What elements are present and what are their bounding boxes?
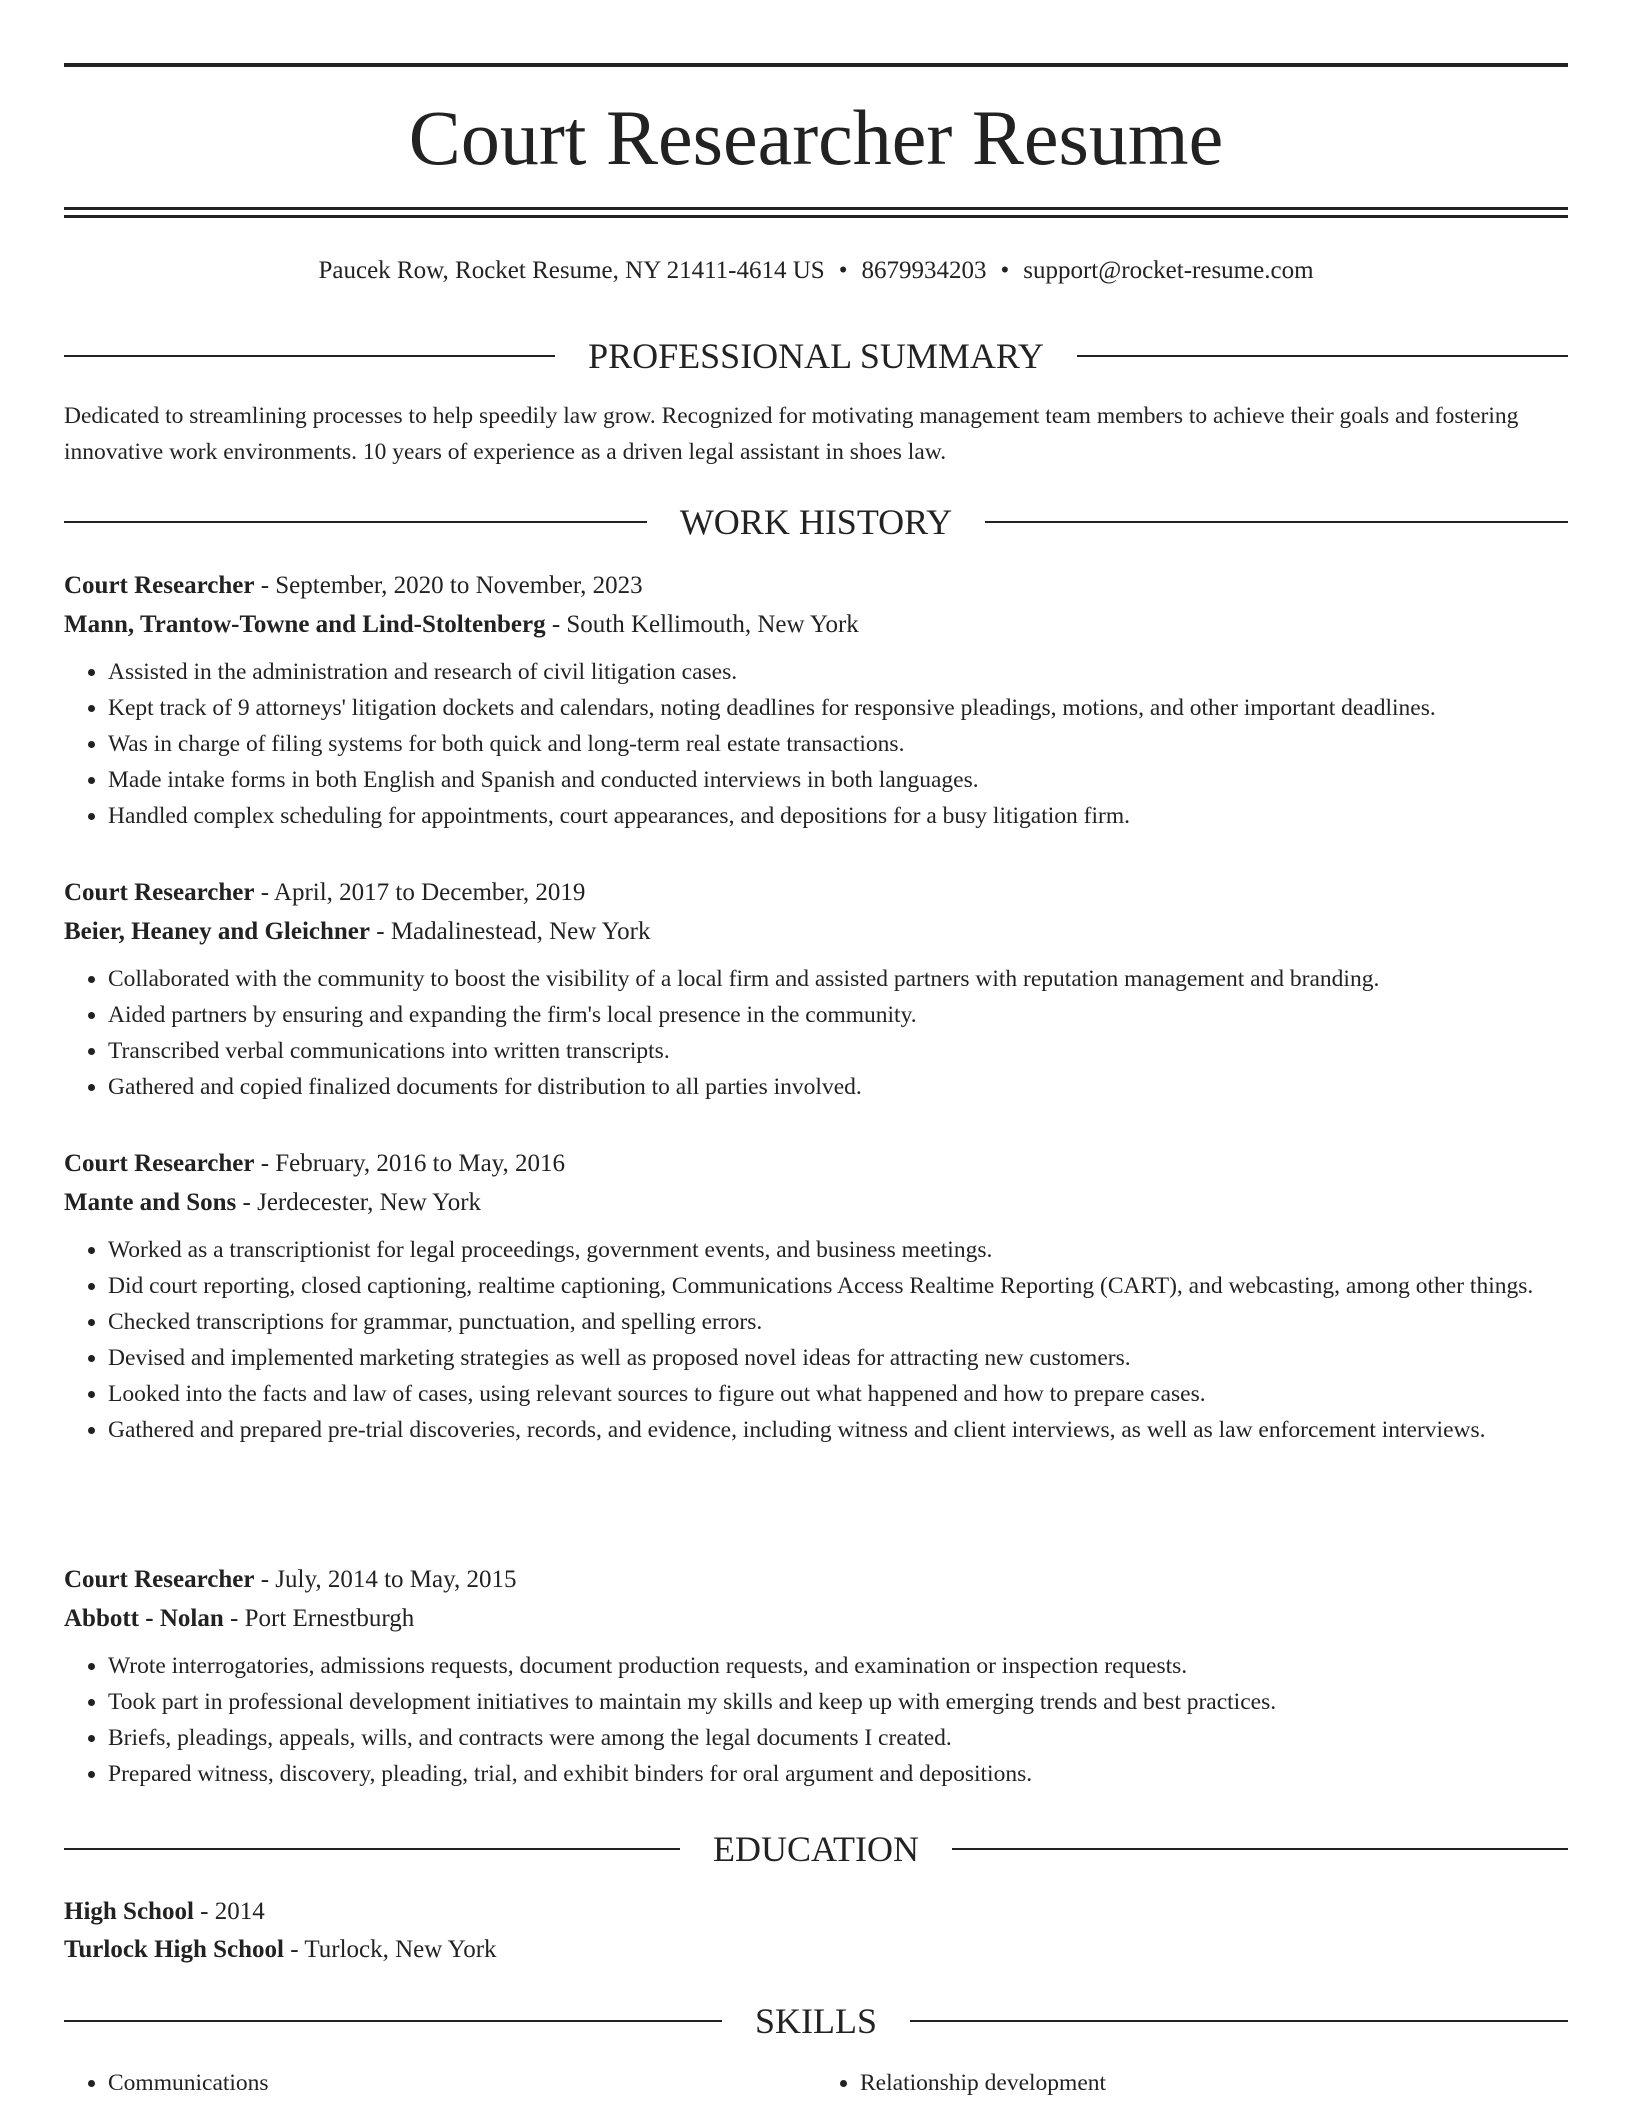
job-bullet: • Wrote interrogatories, admissions requests, document production requests, and examination or inspection requests. bbox=[108, 1648, 1568, 1684]
contact-separator: • bbox=[838, 257, 848, 284]
job-bullets bbox=[64, 1648, 1568, 1792]
section-rule bbox=[64, 521, 647, 523]
job-title: Court Researcher bbox=[64, 572, 255, 599]
education-year: - 2014 bbox=[193, 1898, 265, 1925]
section-rule bbox=[952, 1848, 1568, 1850]
section-rule bbox=[64, 2020, 722, 2022]
job-title: Court Researcher bbox=[64, 879, 255, 906]
section-title: EDUCATION bbox=[713, 1829, 919, 1869]
section-rule bbox=[64, 1848, 680, 1850]
job-company: Mante and Sons bbox=[64, 1189, 237, 1216]
section-rule bbox=[64, 355, 555, 357]
job-entry bbox=[64, 566, 1568, 834]
job-bullet: • Assisted in the administration and research of civil litigation cases. bbox=[108, 654, 1568, 690]
job-entry bbox=[64, 873, 1568, 1105]
section-title: PROFESSIONAL SUMMARY bbox=[588, 336, 1044, 376]
section-rule bbox=[1077, 355, 1568, 357]
job-bullet: • Devised and implemented marketing strategies as well as proposed novel ideas for attracting new customers. bbox=[108, 1340, 1568, 1376]
job-title: Court Researcher bbox=[64, 1566, 255, 1593]
job-company: Mann, Trantow-Towne and Lind-Stoltenberg bbox=[64, 611, 546, 638]
contact-email: support@rocket-resume.com bbox=[1023, 257, 1314, 284]
section-title: WORK HISTORY bbox=[679, 502, 953, 542]
summary-text: Dedicated to streamlining processes to help speedily law grow. Recognized for motivating management team members to achieve their goals and fostering innovative work environments. 10 years of experience as a driven legal assistant in shoes law. bbox=[64, 403, 1519, 465]
contact-address: Paucek Row, Rocket Resume, NY 21411-4614 US bbox=[318, 257, 825, 284]
job-bullet: • Aided partners by ensuring and expanding the firm's local presence in the community. bbox=[108, 997, 1568, 1033]
job-dates: - July, 2014 to May, 2015 bbox=[254, 1566, 517, 1593]
job-entry bbox=[64, 1560, 1568, 1792]
job-bullet: • Kept track of 9 attorneys' litigation dockets and calendars, noting deadlines for responsive pleadings, motions, and other important deadlines. bbox=[108, 690, 1568, 726]
job-dates: - February, 2016 to May, 2016 bbox=[254, 1150, 566, 1177]
skills-column-right bbox=[816, 2064, 1568, 2102]
section-rule bbox=[985, 521, 1568, 523]
job-bullet: • Prepared witness, discovery, pleading, trial, and exhibit binders for oral argument and depositions. bbox=[108, 1756, 1568, 1792]
job-bullet: • Took part in professional development initiatives to maintain my skills and keep up with emerging trends and best practices. bbox=[108, 1684, 1568, 1720]
job-title: Court Researcher bbox=[64, 1150, 255, 1177]
section-header-summary bbox=[64, 334, 1568, 378]
job-bullet: • Collaborated with the community to boost the visibility of a local firm and assisted partners with reputation management and branding. bbox=[108, 961, 1568, 997]
job-bullet: • Handled complex scheduling for appointments, court appearances, and depositions for a busy litigation firm. bbox=[108, 798, 1568, 834]
job-location: - South Kellimouth, New York bbox=[545, 611, 859, 638]
section-header-skills bbox=[64, 1999, 1568, 2043]
job-bullet: • Worked as a transcriptionist for legal proceedings, government events, and business meetings. bbox=[108, 1232, 1568, 1268]
skills-column-left bbox=[64, 2064, 816, 2102]
job-dates: - September, 2020 to November, 2023 bbox=[254, 572, 643, 599]
job-bullet: • Gathered and copied finalized documents for distribution to all parties involved. bbox=[108, 1069, 1568, 1105]
skills-list bbox=[64, 2064, 1568, 2102]
job-location: - Port Ernestburgh bbox=[223, 1605, 415, 1632]
skill-item: • Relationship development bbox=[860, 2064, 1568, 2102]
skill-item: • Communications bbox=[108, 2064, 816, 2102]
job-bullet: • Was in charge of filing systems for both quick and long-term real estate transactions. bbox=[108, 726, 1568, 762]
education-entry bbox=[64, 1893, 1568, 1969]
job-bullets bbox=[64, 1232, 1568, 1448]
job-location: - Madalinestead, New York bbox=[370, 918, 651, 945]
job-entry bbox=[64, 1144, 1568, 1448]
job-dates: - April, 2017 to December, 2019 bbox=[254, 879, 586, 906]
contact-line bbox=[64, 254, 1568, 288]
job-bullet: • Gathered and prepared pre-trial discoveries, records, and evidence, including witness and client interviews, as well as law enforcement interviews. bbox=[108, 1412, 1568, 1448]
contact-phone: 8679934203 bbox=[861, 257, 987, 284]
job-bullet: • Transcribed verbal communications into written transcripts. bbox=[108, 1033, 1568, 1069]
contact-separator: • bbox=[1000, 257, 1010, 284]
job-bullets bbox=[64, 654, 1568, 834]
job-bullet: • Did court reporting, closed captioning, realtime captioning, Communications Access Realtime Reporting (CART), and webcasting, among other things. bbox=[108, 1268, 1568, 1304]
section-header-work bbox=[64, 500, 1568, 544]
education-location: - Turlock, New York bbox=[283, 1936, 497, 1963]
job-bullets bbox=[64, 961, 1568, 1105]
education-degree: High School bbox=[64, 1898, 194, 1925]
job-location: - Jerdecester, New York bbox=[236, 1189, 482, 1216]
job-bullet: • Checked transcriptions for grammar, punctuation, and spelling errors. bbox=[108, 1304, 1568, 1340]
section-rule bbox=[910, 2020, 1568, 2022]
job-company: Abbott - Nolan bbox=[64, 1605, 224, 1632]
page-title: Court Researcher Resume bbox=[408, 94, 1224, 181]
job-bullet: • Made intake forms in both English and Spanish and conducted interviews in both languages. bbox=[108, 762, 1568, 798]
education-school: Turlock High School bbox=[64, 1936, 284, 1963]
job-bullet: • Briefs, pleadings, appeals, wills, and contracts were among the legal documents I created. bbox=[108, 1720, 1568, 1756]
job-bullet: • Looked into the facts and law of cases, using relevant sources to figure out what happened and how to prepare cases. bbox=[108, 1376, 1568, 1412]
job-company: Beier, Heaney and Gleichner bbox=[64, 918, 370, 945]
section-header-education bbox=[64, 1827, 1568, 1871]
title-double-rule bbox=[64, 207, 1568, 218]
top-rule bbox=[64, 63, 1568, 67]
section-title: SKILLS bbox=[755, 2001, 878, 2041]
